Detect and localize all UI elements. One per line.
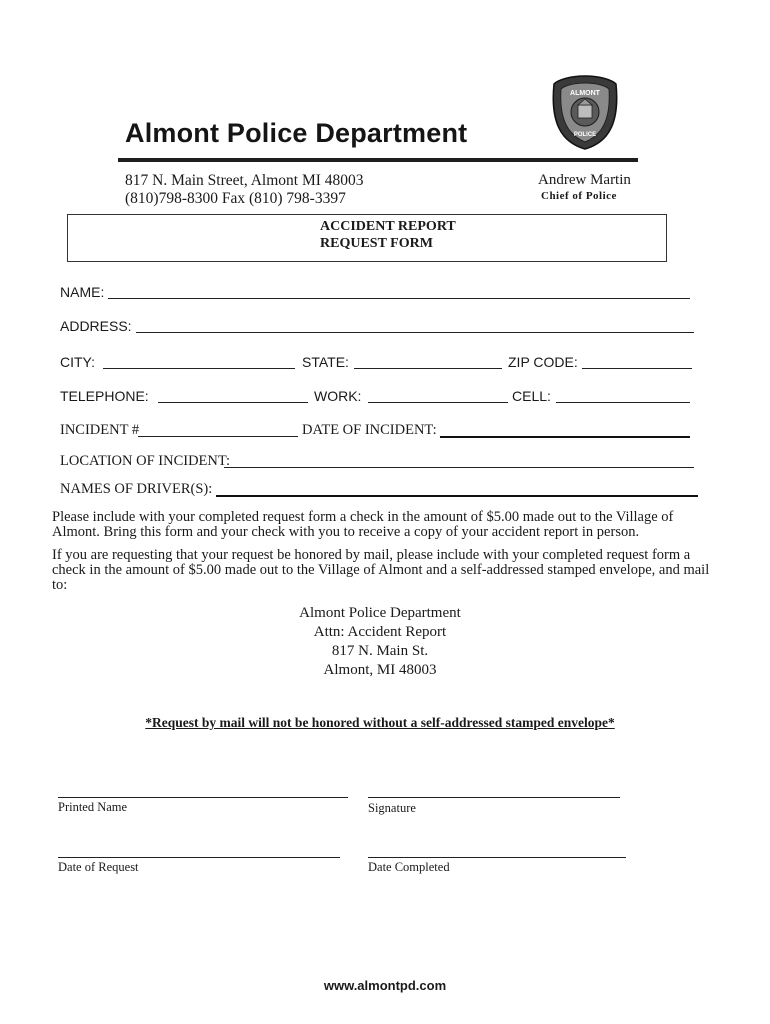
website-link[interactable]: www.almontpd.com: [323, 978, 447, 993]
mail-warning: *Request by mail will not be honored without a self-addressed stamped envelope*: [145, 715, 615, 730]
signature-label: Signature: [368, 801, 416, 815]
chief-title: Chief of Police: [541, 190, 617, 202]
address-label: ADDRESS:: [60, 318, 132, 334]
date-of-request-field[interactable]: [58, 857, 340, 858]
mailing-address: [250, 604, 510, 680]
department-title: Almont Police Department: [125, 118, 468, 148]
mailing-address-line-4: Almont, MI 48003: [323, 662, 437, 678]
form-title-line-1: ACCIDENT REPORT: [320, 219, 456, 234]
incident-number-label: INCIDENT #: [60, 422, 140, 438]
telephone-field[interactable]: [158, 402, 308, 403]
work-field[interactable]: [368, 402, 508, 403]
date-completed-field[interactable]: [368, 857, 626, 858]
in-person-instructions: Please include with your completed request form a check in the amount of $5.00 made out to the Village of Almont. Bring this form and your check with you to receive a copy of your accident report in person.: [52, 509, 674, 540]
date-of-incident-label: DATE OF INCIDENT:: [302, 422, 437, 438]
zip-code-label: ZIP CODE:: [508, 354, 578, 370]
chief-name: Andrew Martin: [538, 172, 631, 188]
name-label: NAME:: [60, 284, 105, 300]
name-field[interactable]: [108, 298, 690, 299]
city-field[interactable]: [103, 368, 295, 369]
seal-bottom-text: POLICE: [573, 132, 597, 138]
mailing-address-line-1: Almont Police Department: [299, 605, 461, 621]
police-seal-logo: [550, 74, 620, 150]
telephone-label: TELEPHONE:: [60, 388, 149, 404]
address-field[interactable]: [136, 332, 694, 333]
state-label: STATE:: [302, 354, 349, 370]
date-of-request-label: Date of Request: [58, 860, 139, 874]
header-rule: [118, 158, 638, 162]
cell-field[interactable]: [556, 402, 690, 403]
drivers-label: NAMES OF DRIVER(S):: [60, 481, 213, 497]
location-field[interactable]: [224, 467, 694, 468]
date-of-incident-field[interactable]: [440, 436, 690, 438]
mailing-address-line-2: Attn: Accident Report: [313, 624, 447, 640]
signature-field[interactable]: [368, 797, 620, 798]
address-line-2: (810)798-8300 Fax (810) 798-3397: [125, 190, 346, 207]
printed-name-label: Printed Name: [58, 800, 128, 814]
incident-number-field[interactable]: [138, 436, 298, 437]
cell-label: CELL:: [512, 388, 551, 404]
date-completed-label: Date Completed: [368, 860, 450, 874]
city-label: CITY:: [60, 354, 96, 370]
location-label: LOCATION OF INCIDENT:: [60, 453, 231, 469]
zip-code-field[interactable]: [582, 368, 692, 369]
printed-name-field[interactable]: [58, 797, 348, 798]
address-line-1: 817 N. Main Street, Almont MI 48003: [125, 172, 364, 189]
work-label: WORK:: [314, 388, 362, 404]
form-title-line-2: REQUEST FORM: [320, 236, 433, 251]
mail-instructions: If you are requesting that your request be honored by mail, please include with your completed request form a check in the amount of $5.00 made out to the Village of Almont and a self-addressed stamped envelope, and mail to:: [52, 547, 710, 593]
state-field[interactable]: [354, 368, 502, 369]
department-address: [125, 172, 364, 208]
seal-top-text: ALMONT: [570, 90, 600, 97]
drivers-field[interactable]: [216, 495, 698, 497]
mailing-address-line-3: 817 N. Main St.: [331, 643, 429, 659]
